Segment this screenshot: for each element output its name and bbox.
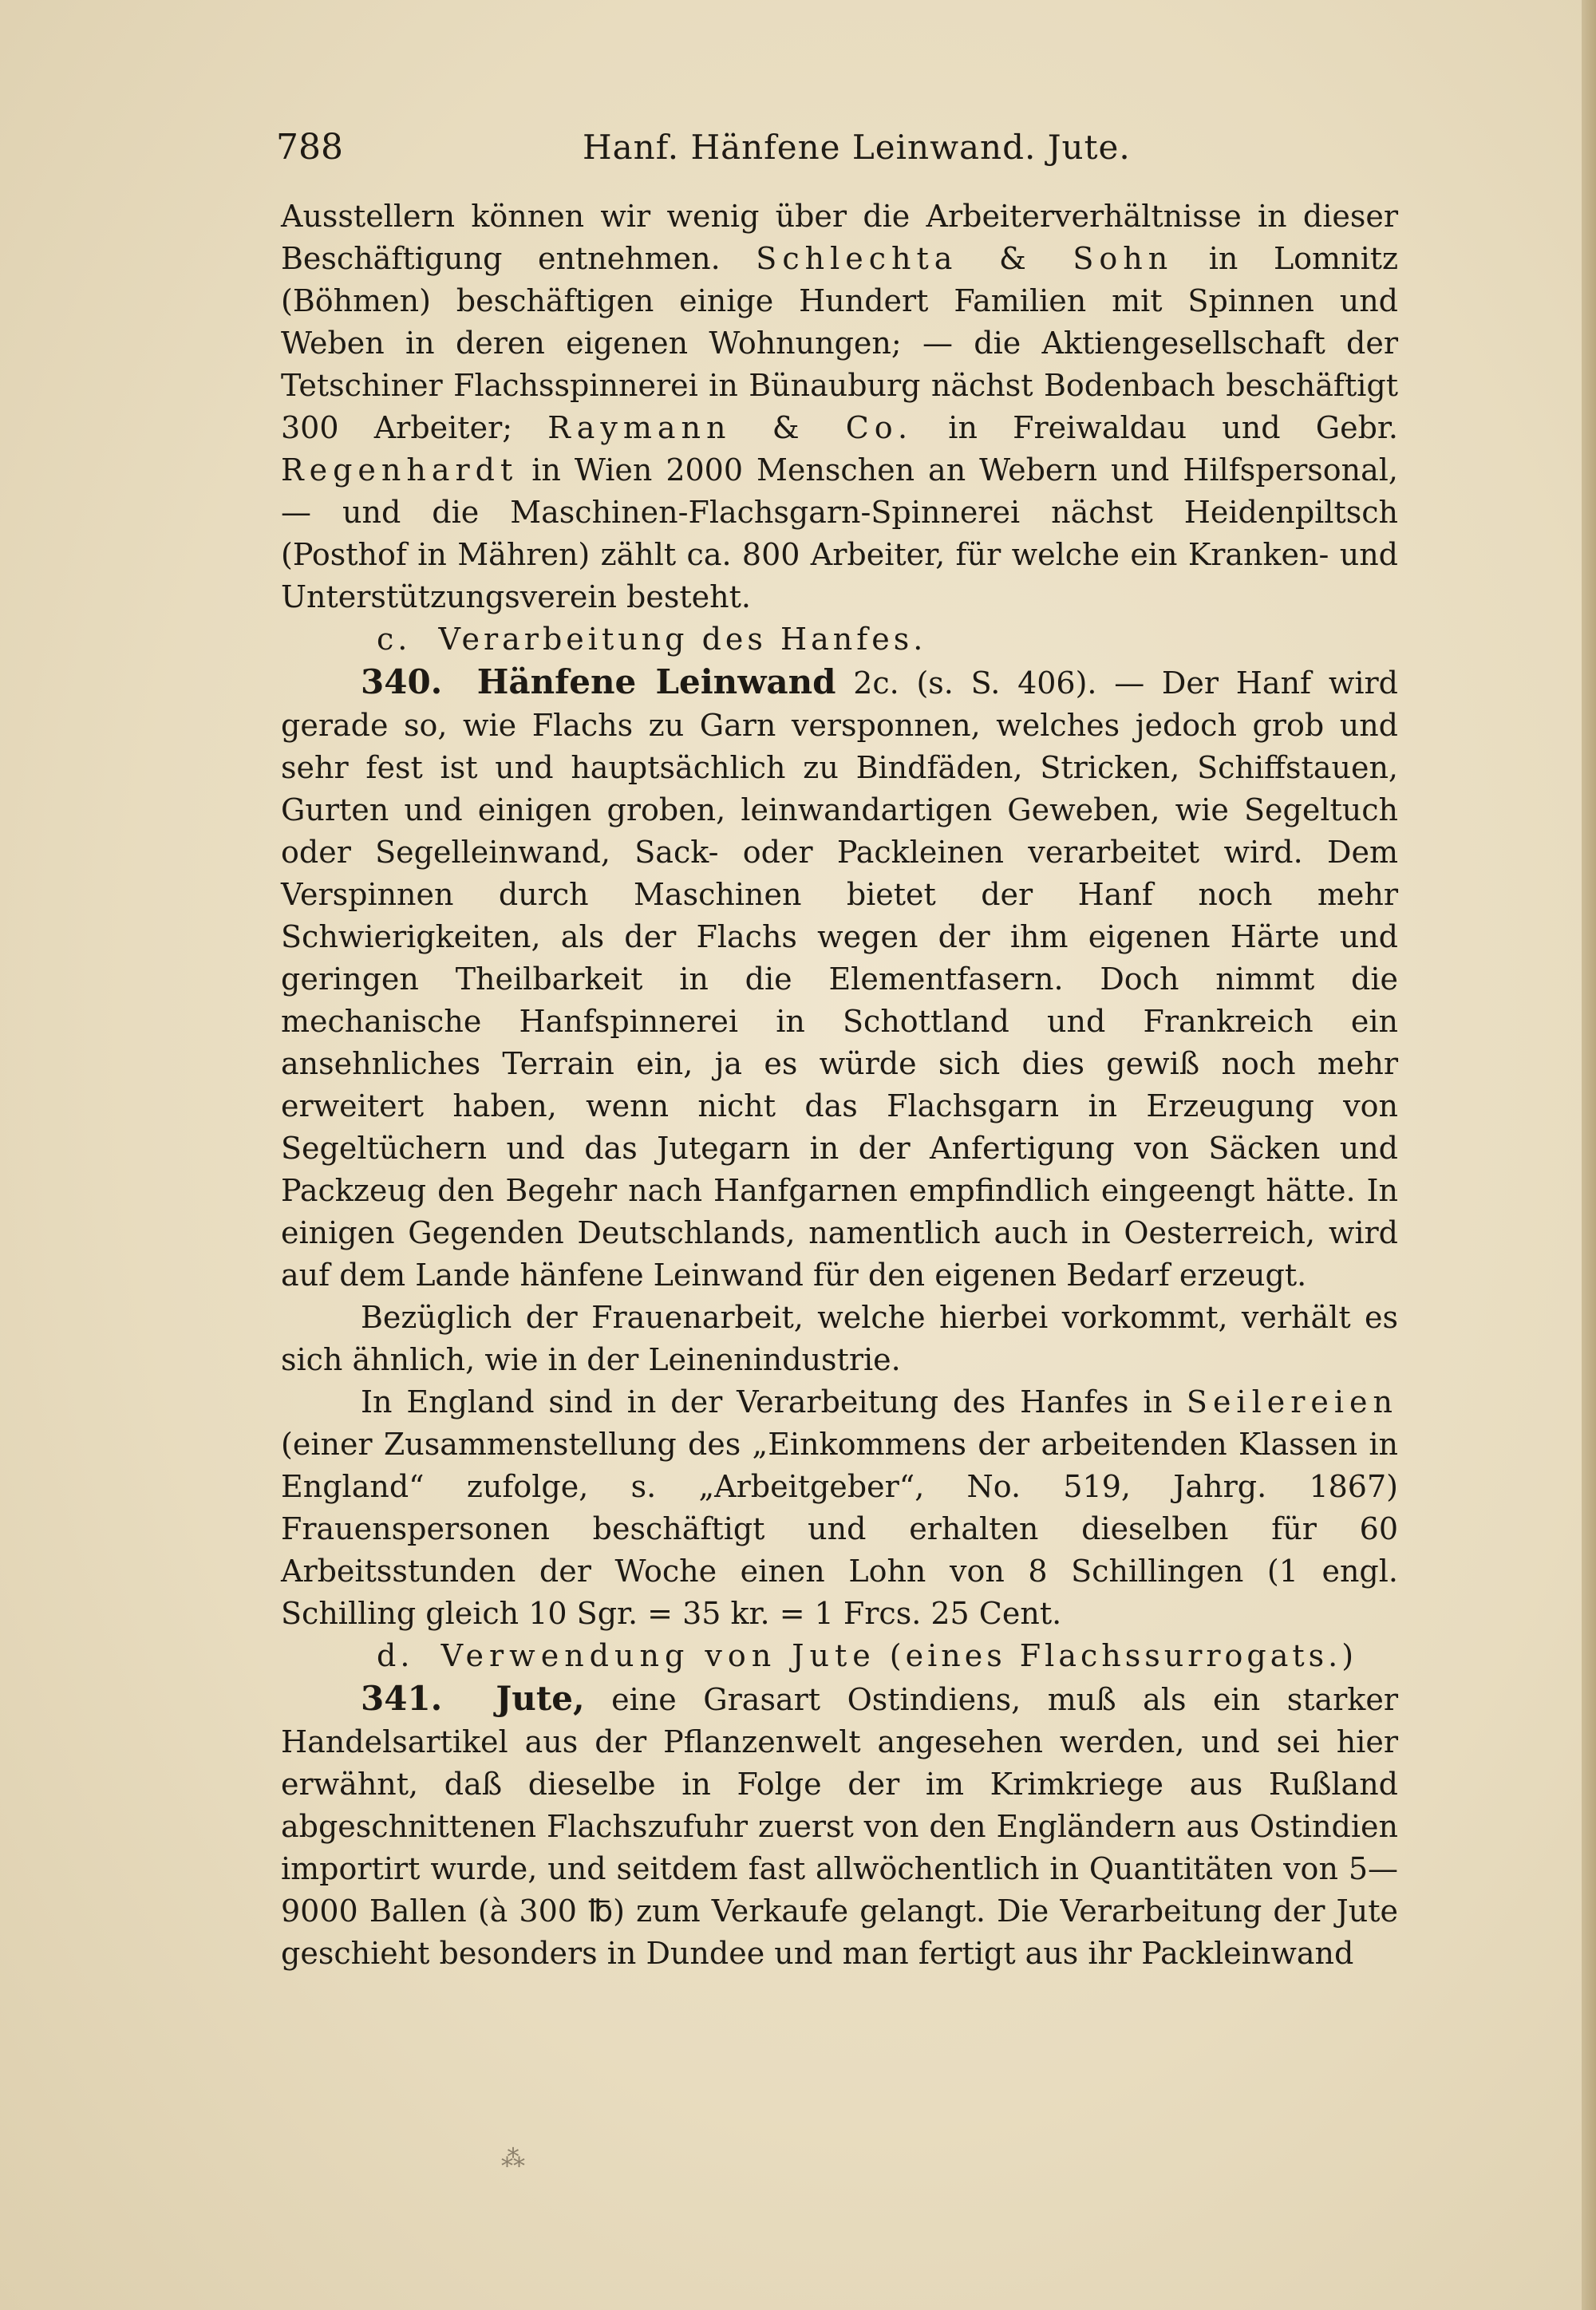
paragraph-england: In England sind in der Verarbeitung des Hanfes in Seilereien (einer Zusammenstellung des „Einkommens der arbeitenden Klassen in England“ zufolge, s. „Arbeitgeber“, No. 519, Jahrg. 1867) Frauenspersonen beschäftigt und erhalten dieselben für 60 Arbeitsstunden der Woche einen Lohn von 8 Schillingen (1 engl. Schilling gleich 10 Sgr. = 35 kr. = 1 Frcs. 25 Cent. <box>281 1384 1398 1631</box>
paragraph-frauenarbeit: Bezüglich der Frauenarbeit, welche hierbei vorkommt, verhält es sich ähnlich, wie in der Leinenindustrie. <box>281 1300 1398 1377</box>
paragraph-number: 340. <box>361 662 443 701</box>
firm-name: Raymann & Co. <box>547 410 914 445</box>
paragraph-heading: Hänfene Leinwand <box>476 662 836 701</box>
firm-name: Schlechta & Sohn <box>756 241 1174 276</box>
body-text <box>281 195 1398 1975</box>
section-heading-c: c. Verarbeitung des Hanfes. <box>377 622 927 657</box>
paragraph-heading: Jute, <box>496 1679 585 1718</box>
emphasis-term: Seilereien <box>1186 1384 1398 1420</box>
paragraph-341: 341. Jute, eine Grasart Ostindiens, muß als ein starker Handelsartikel aus der Pflanzenwelt angesehen werden, und sei hier erwähnt, daß dieselbe in Folge der im Krimkriege aus Rußland abgeschnittenen Flachszufuhr zuerst von den Engländern aus Ostindien importirt wurde, und seitdem fast allwöchentlich in Quantitäten von 5—9000 Ballen (à 300 ℔) zum Verkaufe gelangt. Die Verarbeitung der Jute geschieht besonders in Dundee und man fertigt aus ihr Packleinwand <box>281 1679 1398 1971</box>
paragraph-continued: Ausstellern können wir wenig über die Arbeiterverhältnisse in dieser Beschäftigung entnehmen. Schlechta & Sohn in Lomnitz (Böhmen) beschäftigen einige Hundert Familien mit Spinnen und Weben in deren eigenen Wohnungen; — die Aktiengesellschaft der Tetschiner Flachsspinnerei in Bünauburg nächst Bodenbach beschäftigt 300 Arbeiter; Raymann & Co. in Freiwaldau und Gebr. Regenhardt in Wien 2000 Menschen an Webern und Hilfspersonal, — und die Maschinen-Flachsgarn-Spinnerei nächst Heidenpiltsch (Posthof in Mähren) zählt ca. 800 Arbeiter, für welche ein Kranken- und Unterstützungsverein besteht. <box>281 199 1399 614</box>
paragraph-number: 341. <box>361 1679 443 1718</box>
printer-ornament-icon: ⁂ <box>501 2145 525 2173</box>
page-edge <box>1582 0 1596 2310</box>
firm-name: Regenhardt <box>281 452 519 488</box>
section-heading-d: d. Verwendung von Jute (eines Flachssurrogats.) <box>377 1638 1358 1673</box>
running-head: Hanf. Hänfene Leinwand. Jute. <box>583 128 1131 167</box>
page-header <box>276 120 1393 176</box>
page-number: 788 <box>276 127 343 168</box>
paragraph-340: 340. Hänfene Leinwand 2c. (s. S. 406). — Der Hanf wird gerade so, wie Flachs zu Garn versponnen, welches jedoch grob und sehr fest ist und hauptsächlich zu Bindfäden, Stricken, Schiffstauen, Gurten und einigen groben, leinwandartigen Geweben, wie Segeltuch oder Segelleinwand, Sack- oder Packleinen verarbeitet wird. Dem Verspinnen durch Maschinen bietet der Hanf noch mehr Schwierigkeiten, als der Flachs wegen der ihm eigenen Härte und geringen Theilbarkeit in die Elementfasern. Doch nimmt die mechanische Hanfspinnerei in Schottland und Frankreich ein ansehnliches Terrain ein, ja es würde sich dies gewiß noch mehr erweitert haben, wenn nicht das Flachsgarn in Erzeugung von Segeltüchern und das Jutegarn in der Anfertigung von Säcken und Packzeug den Begehr nach Hanfgarnen empfindlich eingeengt hätte. In einigen Gegenden Deutschlands, namentlich auch in Oesterreich, wird auf dem Lande hänfene Leinwand für den eigenen Bedarf erzeugt. <box>281 662 1398 1293</box>
